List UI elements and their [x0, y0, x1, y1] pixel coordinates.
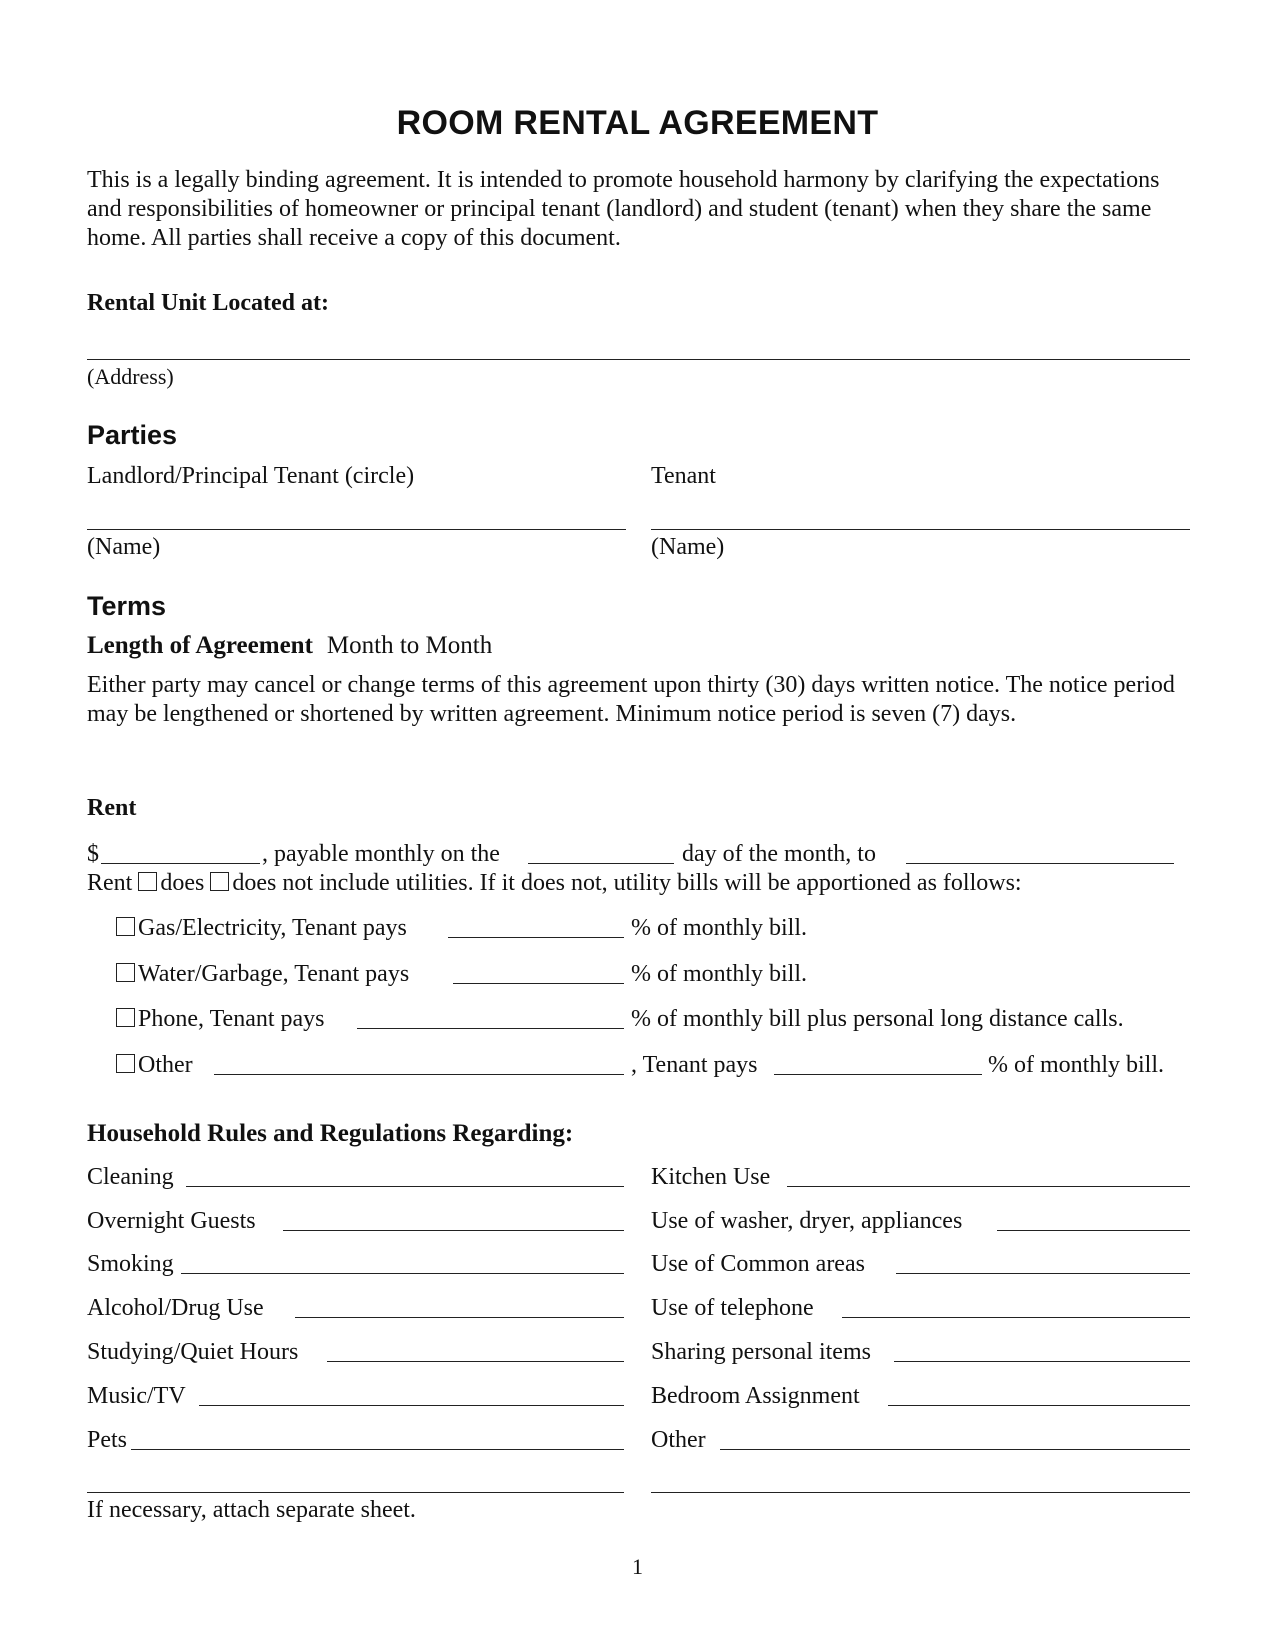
utility-suffix: % of monthly bill. [631, 961, 807, 987]
rule-line-bedroom[interactable] [888, 1405, 1190, 1406]
rule-label: Alcohol/Drug Use [87, 1295, 264, 1321]
phone-percent-line[interactable] [357, 1028, 624, 1029]
intro-paragraph: This is a legally binding agreement. It is intended to promote household harmony by clarifying the expectations and responsibilities of homeowner or principal tenant (landlord) and student (tenant) when they share the same home. All parties shall receive a copy of this document. [87, 167, 1160, 251]
rule-label: Use of Common areas [651, 1251, 865, 1277]
other-utility-percent-line[interactable] [774, 1074, 982, 1075]
utility-row [116, 915, 407, 942]
utility-label: Water/Garbage, Tenant pays [138, 961, 410, 987]
rule-line-pets[interactable] [131, 1449, 624, 1450]
rule-label: Cleaning [87, 1164, 174, 1190]
day-of-month-text: day of the month, to [682, 841, 876, 867]
rent-word: Rent [87, 870, 133, 896]
rule-label: Smoking [87, 1251, 174, 1277]
length-value: Month to Month [326, 632, 493, 659]
rule-label: Studying/Quiet Hours [87, 1339, 299, 1365]
tenant-name-caption: (Name) [651, 534, 725, 560]
includes-utilities-checkbox[interactable] [138, 872, 157, 891]
rule-label: Use of washer, dryer, appliances [651, 1208, 963, 1234]
other-utility-name-line[interactable] [214, 1074, 624, 1075]
address-caption: (Address) [87, 364, 174, 389]
landlord-name-caption: (Name) [87, 534, 161, 560]
rule-line-music-tv[interactable] [199, 1405, 624, 1406]
other-tenant-pays: , Tenant pays [631, 1052, 758, 1078]
phone-checkbox[interactable] [116, 1008, 135, 1027]
utility-suffix: % of monthly bill. [988, 1052, 1164, 1078]
tenant-name-line[interactable] [651, 529, 1190, 530]
rule-label: Pets [87, 1427, 128, 1453]
utility-label: Other [138, 1052, 193, 1078]
utility-row [116, 1052, 193, 1079]
length-label: Length of Agreement [87, 632, 313, 659]
rule-line-appliances[interactable] [997, 1230, 1190, 1231]
extra-rule-line-left[interactable] [87, 1492, 624, 1493]
parties-heading: Parties [87, 420, 178, 450]
water-garbage-percent-line[interactable] [453, 983, 624, 984]
rule-line-quiet-hours[interactable] [327, 1361, 624, 1362]
rule-label: Music/TV [87, 1383, 186, 1409]
attach-note: If necessary, attach separate sheet. [87, 1497, 416, 1523]
rule-line-telephone[interactable] [842, 1317, 1190, 1318]
household-heading: Household Rules and Regulations Regarding: [87, 1120, 574, 1147]
rule-line-other[interactable] [720, 1449, 1190, 1450]
rule-label: Use of telephone [651, 1295, 814, 1321]
utility-label: Gas/Electricity, Tenant pays [138, 915, 407, 941]
rent-heading: Rent [87, 795, 137, 821]
excludes-utilities-checkbox[interactable] [210, 872, 229, 891]
rule-line-cleaning[interactable] [186, 1186, 624, 1187]
rule-label: Overnight Guests [87, 1208, 256, 1234]
rule-line-personal-items[interactable] [894, 1361, 1190, 1362]
payable-to-line[interactable] [906, 863, 1174, 864]
utility-row [116, 961, 409, 988]
rule-line-smoking[interactable] [181, 1273, 624, 1274]
water-garbage-checkbox[interactable] [116, 963, 135, 982]
rent-amount-line[interactable] [101, 863, 260, 864]
address-line[interactable] [87, 359, 1190, 360]
page-number: 1 [632, 1554, 643, 1579]
gas-electricity-checkbox[interactable] [116, 917, 135, 936]
utility-suffix: % of monthly bill. [631, 915, 807, 941]
not-include-text: does not include utilities. If it does not, utility bills will be apportioned as follows: [232, 870, 1022, 896]
other-utility-checkbox[interactable] [116, 1054, 135, 1073]
rule-line-kitchen[interactable] [787, 1186, 1190, 1187]
rule-line-overnight-guests[interactable] [283, 1230, 624, 1231]
terms-heading: Terms [87, 591, 167, 621]
utility-row [116, 1006, 325, 1033]
payable-day-line[interactable] [528, 863, 674, 864]
utility-label: Phone, Tenant pays [138, 1006, 325, 1032]
extra-rule-line-right[interactable] [651, 1492, 1190, 1493]
rule-line-alcohol-drug[interactable] [295, 1317, 624, 1318]
rule-label: Sharing personal items [651, 1339, 871, 1365]
document-title: ROOM RENTAL AGREEMENT [396, 104, 879, 142]
dollar-sign: $ [87, 841, 99, 867]
notice-paragraph: Either party may cancel or change terms of this agreement upon thirty (30) days written notice. The notice period may be lengthened or shortened by written agreement. Minimum notice period is seven (7) days. [87, 672, 1175, 727]
gas-electricity-percent-line[interactable] [448, 937, 624, 938]
rule-line-common-areas[interactable] [896, 1273, 1190, 1274]
does-text: does [160, 870, 205, 896]
landlord-label: Landlord/Principal Tenant (circle) [87, 463, 415, 489]
rule-label: Other [651, 1427, 706, 1453]
tenant-label: Tenant [651, 463, 716, 489]
landlord-name-line[interactable] [87, 529, 626, 530]
rule-label: Bedroom Assignment [651, 1383, 860, 1409]
utility-suffix: % of monthly bill plus personal long distance calls. [631, 1006, 1124, 1032]
rule-label: Kitchen Use [651, 1164, 771, 1190]
payable-text: , payable monthly on the [262, 841, 500, 867]
rental-unit-heading: Rental Unit Located at: [87, 290, 329, 316]
